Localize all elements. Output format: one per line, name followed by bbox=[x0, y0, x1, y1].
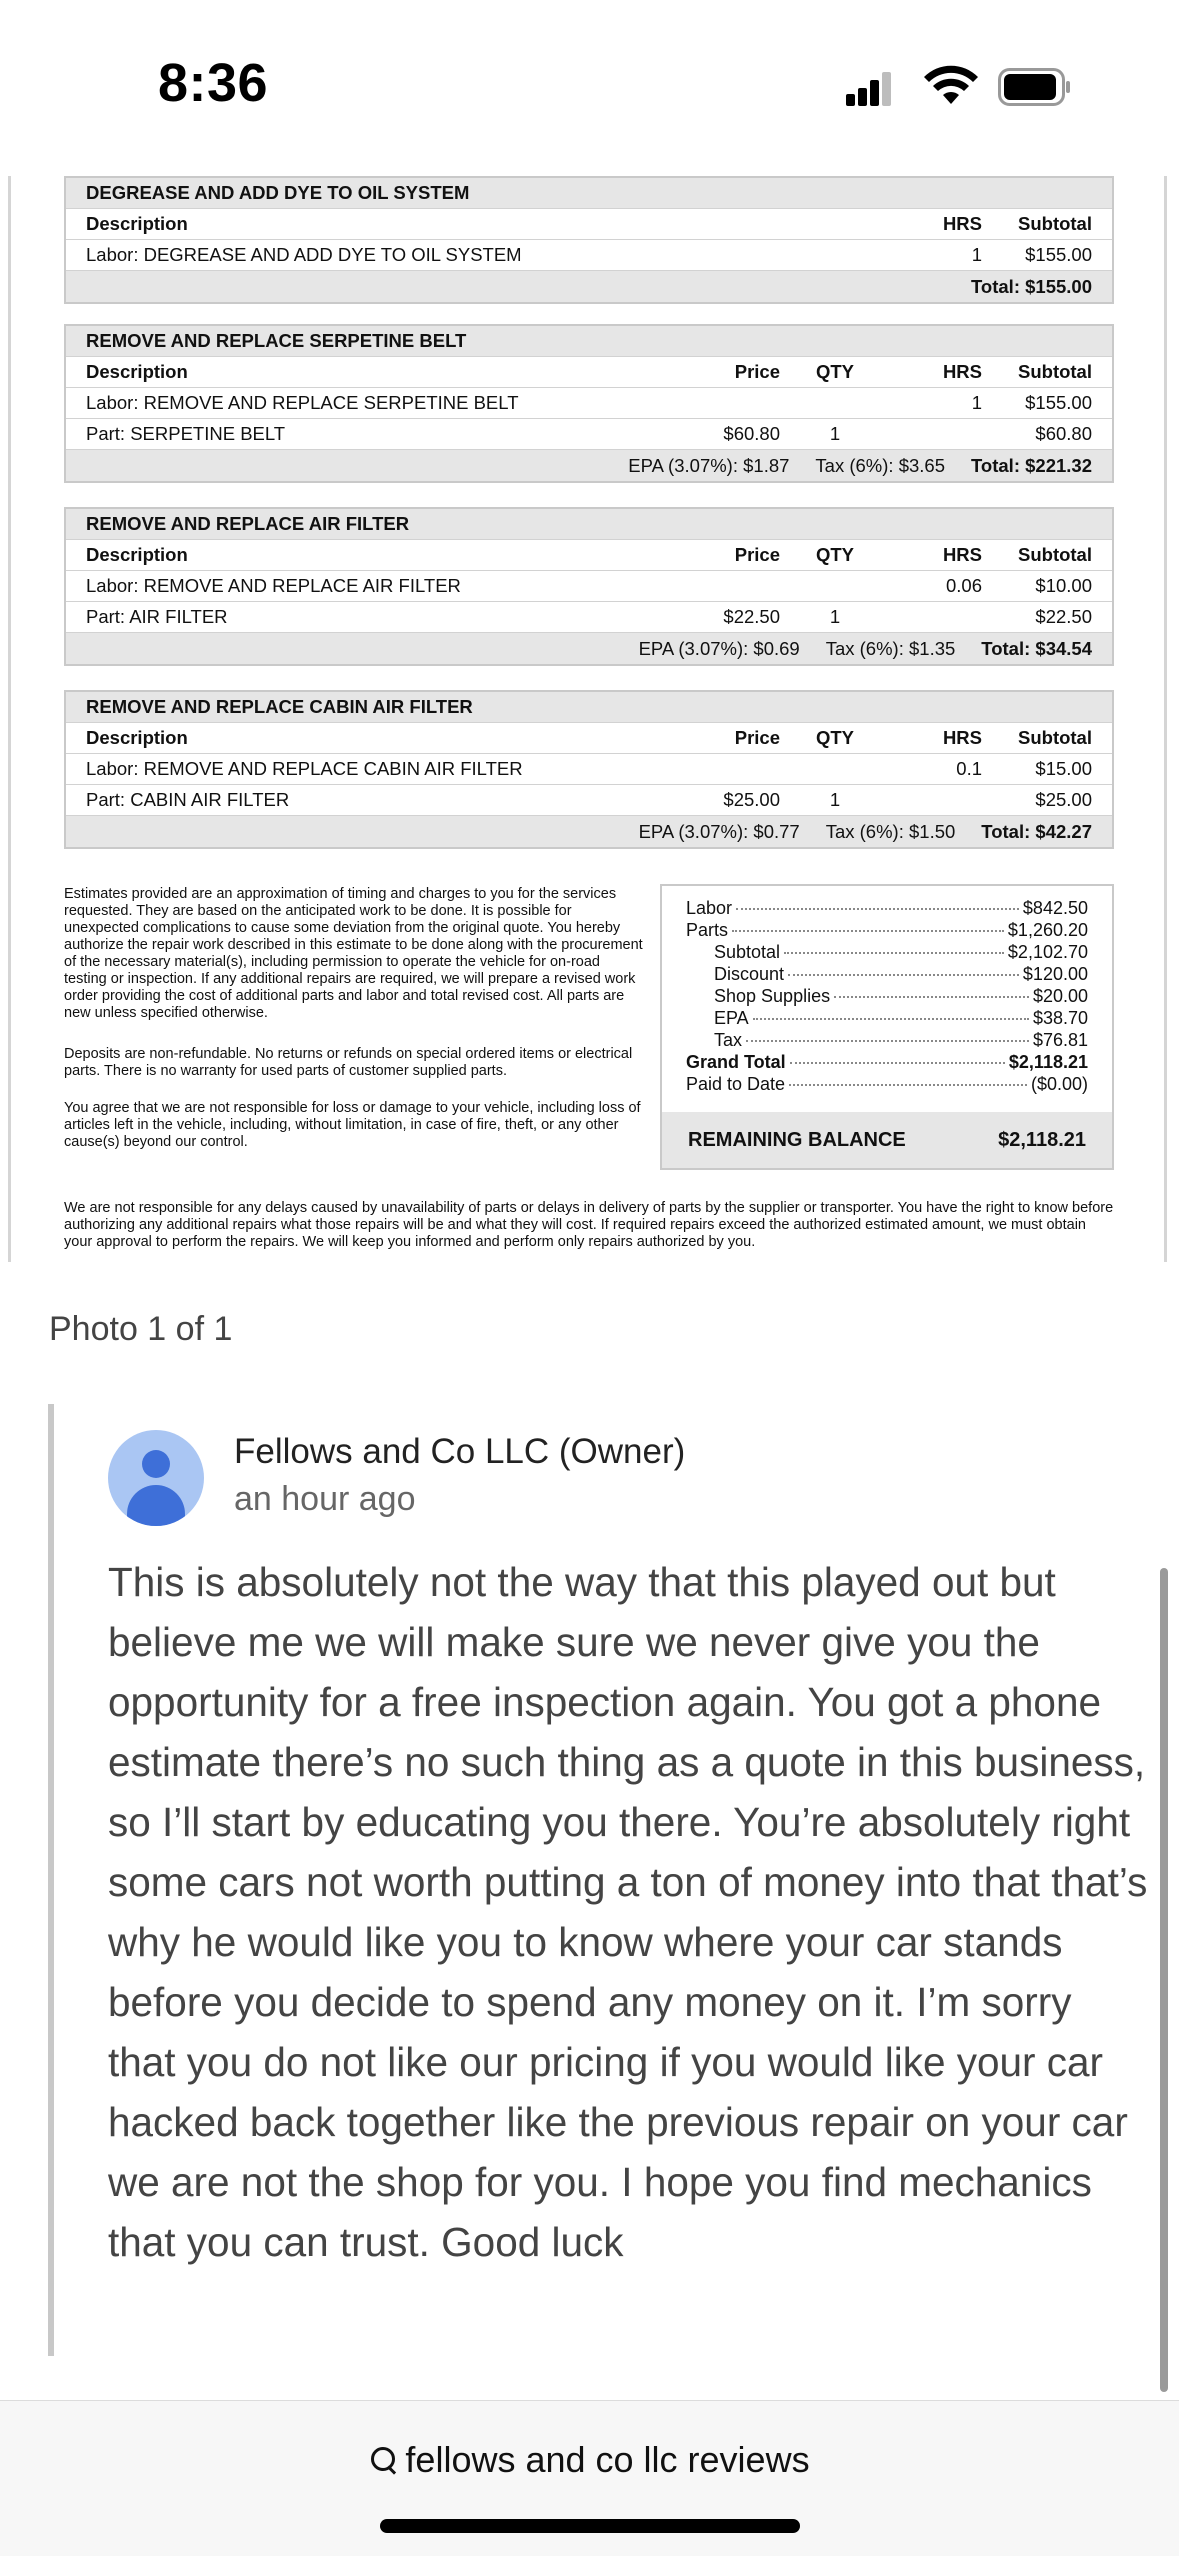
battery-icon bbox=[998, 68, 1072, 106]
owner-reply bbox=[48, 1404, 1148, 2356]
remaining-balance bbox=[662, 1112, 1112, 1168]
search-icon bbox=[369, 2445, 399, 2475]
section-header-row: Description Price QTY HRS Subtotal bbox=[66, 357, 1112, 388]
summary-shop-supplies: Shop Supplies $20.00 bbox=[714, 986, 1088, 1006]
table-row: Part: SERPETINE BELT $60.80 1 $60.80 bbox=[66, 419, 1112, 450]
status-bar bbox=[0, 0, 1179, 176]
table-row: Part: AIR FILTER $22.50 1 $22.50 bbox=[66, 602, 1112, 633]
home-indicator[interactable] bbox=[380, 2519, 800, 2533]
section-title: DEGREASE AND ADD DYE TO OIL SYSTEM bbox=[66, 178, 1112, 209]
disclaimer-estimate: Estimates provided are an approximation of timing and charges to you for the services requested. They are based on the anticipated work to be done. It is possible for unexpected complications to cause some deviation from the original quote. You hereby authorize the repair work described in this estimate to be done along with the procurement of the necessary material(s), including permission to operate the vehicle for on-road testing or inspection. If any additional repairs are required, we will prepare a revised work order providing the cost of additional parts and labor and total revised cost. All parts are new unless specified otherwise. bbox=[64, 886, 643, 1021]
estimate-section-3 bbox=[64, 507, 1114, 666]
summary-paid-to-date: Paid to Date ($0.00) bbox=[686, 1074, 1088, 1094]
bottom-search-bar bbox=[0, 2400, 1179, 2556]
avatar[interactable] bbox=[108, 1430, 204, 1526]
section-title: REMOVE AND REPLACE SERPETINE BELT bbox=[66, 326, 1112, 357]
summary-tax: Tax $76.81 bbox=[714, 1030, 1088, 1050]
estimate-section-2 bbox=[64, 324, 1114, 483]
summary-subtotal: Subtotal $2,102.70 bbox=[714, 942, 1088, 962]
section-title: REMOVE AND REPLACE AIR FILTER bbox=[66, 509, 1112, 540]
reply-text: This is absolutely not the way that this played out but believe me we will make sure we never give you the opportunity for a free inspection again. You got a phone estimate there’s no such thing as a quote in this business, so I’ll start by educating you there. You’re absolutely right some cars not worth putting a ton of money into that that’s why he would like you to know where your car stands before you decide to spend any money on it. I’m sorry that you do not like our pricing if you would like your car hacked back together like the previous repair on your car we are not the shop for you. I hope you find mechanics that you can trust. Good luck bbox=[108, 1559, 1148, 2265]
remaining-balance-label: REMAINING BALANCE bbox=[688, 1128, 906, 1151]
estimate-section-1 bbox=[64, 176, 1114, 304]
status-time: 8:36 bbox=[158, 53, 269, 113]
search-button[interactable] bbox=[0, 2435, 1179, 2485]
estimate-photo[interactable] bbox=[0, 176, 1179, 1262]
cellular-signal-icon bbox=[846, 70, 892, 106]
reply-timestamp: an hour ago bbox=[234, 1480, 416, 1518]
table-row: Labor: REMOVE AND REPLACE SERPETINE BELT 1 $155.00 bbox=[66, 388, 1112, 419]
disclaimer-liability: You agree that we are not responsible for loss or damage to your vehicle, including loss of articles left in the vehicle, including, without limitation, in case of fire, theft, or any other cause(s) beyond our control. bbox=[64, 1100, 641, 1150]
section-header-row: Description Price QTY HRS Subtotal bbox=[66, 723, 1112, 754]
disclaimer-delays: We are not responsible for any delays caused by unavailability of parts or delays in delivery of parts by the supplier or transporter. You have the right to know before authorizing any additional repairs what those repairs will be and what they will cost. If required repairs exceed the authorized estimated amount, we must obtain your approval to perform the repairs. We will keep you informed and perform only repairs authorized by you. bbox=[64, 1200, 1114, 1250]
wifi-icon bbox=[922, 64, 980, 108]
photo-counter: Photo 1 of 1 bbox=[49, 1310, 233, 1348]
section-header-row: Description Price QTY HRS Subtotal bbox=[66, 540, 1112, 571]
search-query: fellows and co llc reviews bbox=[405, 2439, 810, 2480]
table-row: Labor: DEGREASE AND ADD DYE TO OIL SYSTEM 1 $155.00 bbox=[66, 240, 1112, 271]
section-total-row: EPA (3.07%): $1.87 Tax (6%): $3.65 Total: $221.32 bbox=[66, 450, 1112, 481]
section-total-row: EPA (3.07%): $0.69 Tax (6%): $1.35 Total: $34.54 bbox=[66, 633, 1112, 664]
section-total-row: EPA (3.07%): $0.77 Tax (6%): $1.50 Total: $42.27 bbox=[66, 816, 1112, 847]
remaining-balance-value: $2,118.21 bbox=[998, 1128, 1086, 1151]
scrollbar[interactable] bbox=[1160, 1568, 1168, 2392]
person-icon bbox=[142, 1450, 170, 1478]
summary-discount: Discount $120.00 bbox=[714, 964, 1088, 984]
disclaimer-deposits: Deposits are non-refundable. No returns or refunds on special ordered items or electrical parts. There is no warranty for used parts of customer supplied parts. bbox=[64, 1046, 633, 1079]
summary-labor: Labor $842.50 bbox=[686, 898, 1088, 918]
section-title: REMOVE AND REPLACE CABIN AIR FILTER bbox=[66, 692, 1112, 723]
section-header-row: Description HRS Subtotal bbox=[66, 209, 1112, 240]
summary-grand-total: Grand Total $2,118.21 bbox=[686, 1052, 1088, 1072]
reply-author[interactable]: Fellows and Co LLC (Owner) bbox=[234, 1432, 686, 1471]
table-row: Part: CABIN AIR FILTER $25.00 1 $25.00 bbox=[66, 785, 1112, 816]
table-row: Labor: REMOVE AND REPLACE CABIN AIR FILTER 0.1 $15.00 bbox=[66, 754, 1112, 785]
estimate-section-4 bbox=[64, 690, 1114, 849]
summary-epa: EPA $38.70 bbox=[714, 1008, 1088, 1028]
estimate-summary bbox=[660, 884, 1114, 1170]
table-row: Labor: REMOVE AND REPLACE AIR FILTER 0.06 $10.00 bbox=[66, 571, 1112, 602]
summary-parts: Parts $1,260.20 bbox=[686, 920, 1088, 940]
section-total-row: Total: $155.00 bbox=[66, 271, 1112, 302]
